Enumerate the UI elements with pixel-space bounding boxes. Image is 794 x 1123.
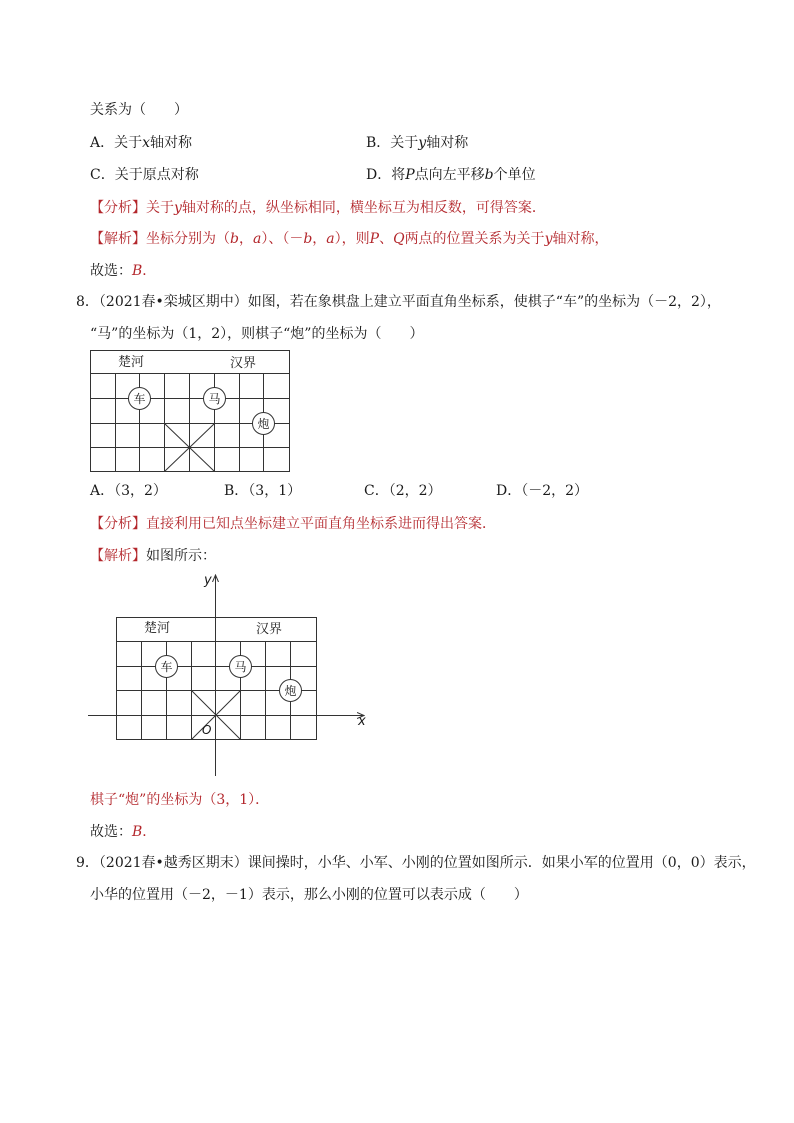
q7-choose: 故选：B． <box>90 263 157 279</box>
svg-text:车: 车 <box>133 392 146 406</box>
diagram-hanjie-label: 汉界 <box>256 622 283 637</box>
svg-text:马: 马 <box>234 660 247 674</box>
q7-option-b: B．关于y轴对称 <box>366 135 469 151</box>
q8-result: 棋子“炮”的坐标为（3，1）． <box>90 792 270 808</box>
q8-option-d: D．（－2，2） <box>496 483 589 499</box>
svg-text:车: 车 <box>160 660 173 674</box>
diagram-piece-che <box>156 656 178 678</box>
origin-label: O <box>202 723 212 737</box>
svg-text:马: 马 <box>208 392 221 406</box>
board-chuhe-label: 楚河 <box>118 355 145 370</box>
q8-choose: 故选：B． <box>90 824 157 840</box>
diagram-piece-ma <box>230 656 252 678</box>
diagram-chuhe-label: 楚河 <box>144 621 171 636</box>
diagram-piece-pao <box>280 680 302 702</box>
q9-stem-line2: 小华的位置用（－2，－1）表示，那么小刚的位置可以表示成（ ） <box>90 887 528 903</box>
svg-text:炮: 炮 <box>257 417 270 431</box>
q8-analysis: 【分析】直接利用已知点坐标建立平面直角坐标系进而得出答案． <box>90 516 496 532</box>
q7-option-c: C．关于原点对称 <box>90 167 199 183</box>
q8-chess-board <box>89 349 293 475</box>
q7-option-a: A．关于x轴对称 <box>90 135 193 151</box>
board-hanjie-label: 汉界 <box>230 356 257 371</box>
q8-solution: 【解析】如图所示： <box>90 548 216 564</box>
q8-stem-line1: 8．（2021春•栾城区期中）如图，若在象棋盘上建立平面直角坐标系，使棋子“车”的坐标为（－2，2）， <box>76 294 721 310</box>
q7-stem-tail: 关系为（ ） <box>90 102 188 118</box>
q8-option-c: C．（2，2） <box>364 483 442 499</box>
q7-option-d: D．将P点向左平移b个单位 <box>366 167 536 183</box>
q8-stem-line2: “马”的坐标为（1，2），则棋子“炮”的坐标为（ ） <box>90 326 424 342</box>
q8-coordinate-diagram <box>88 570 378 778</box>
piece-che <box>129 388 151 410</box>
piece-pao <box>253 413 275 435</box>
x-axis-label: x <box>358 714 366 729</box>
y-axis-label: y <box>204 573 212 588</box>
q8-option-b: B．（3，1） <box>224 483 302 499</box>
svg-text:炮: 炮 <box>284 684 297 698</box>
q9-stem-line1: 9．（2021春•越秀区期末）课间操时，小华、小军、小刚的位置如图所示．如果小军的位置用（0，0）表示， <box>76 855 756 871</box>
q8-option-a: A．（3，2） <box>90 483 167 499</box>
q7-analysis: 【分析】关于y轴对称的点，纵坐标相同，横坐标互为相反数，可得答案． <box>90 200 546 216</box>
piece-ma <box>204 388 226 410</box>
q7-solution: 【解析】坐标分别为（b，a）、（－b，a），则P、Q两点的位置关系为关于y轴对称， <box>90 231 609 247</box>
